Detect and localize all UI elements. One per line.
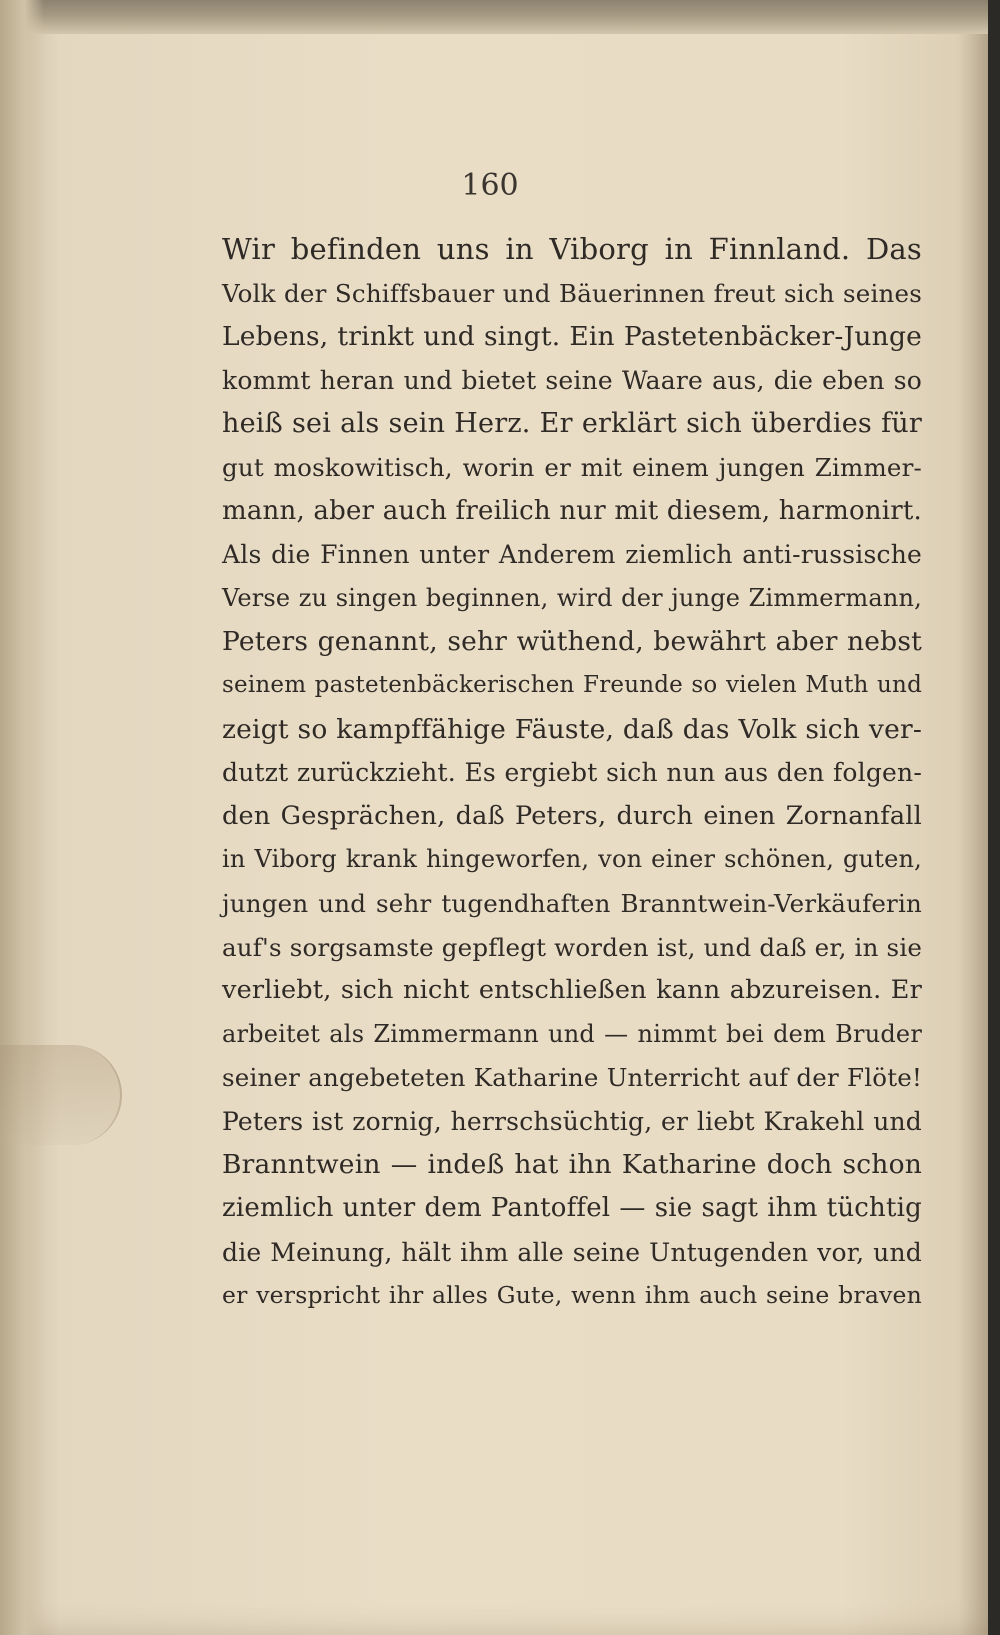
text-line: Peters genannt, sehr wüthend, bewährt aber nebst <box>222 626 922 658</box>
text-line: in Viborg krank hingeworfen, von einer schönen, guten, <box>222 845 922 874</box>
background-edge <box>988 0 1000 1635</box>
page-number: 160 <box>461 168 519 203</box>
text-line: mann, aber auch freilich nur mit diesem, harmonirt. <box>222 495 922 526</box>
text-line: Wir befinden uns in Viborg in Finnland. Das <box>222 232 922 266</box>
text-line: jungen und sehr tugendhaften Branntwein-Verkäuferin <box>222 888 922 918</box>
text-line: verliebt, sich nicht entschließen kann abzureisen. Er <box>222 975 922 1006</box>
text-line: Branntwein — indeß hat ihn Katharine doch schon <box>222 1149 922 1181</box>
body-text <box>222 228 922 1318</box>
text-line: Verse zu singen beginnen, wird der junge Zimmermann, <box>222 583 922 612</box>
page-gutter <box>0 0 44 1635</box>
text-line: heiß sei als sein Herz. Er erklärt sich überdies für <box>222 408 922 440</box>
text-line: kommt heran und bietet seine Waare aus, die eben so <box>222 365 922 395</box>
text-line: den Gesprächen, daß Peters, durch einen Zornanfall <box>222 800 922 831</box>
text-line: seiner angebeteten Katharine Unterricht auf der Flöte! <box>222 1063 922 1093</box>
text-line: Als die Finnen unter Anderem ziemlich anti-russische <box>222 540 922 570</box>
text-line: arbeitet als Zimmermann und — nimmt bei dem Bruder <box>222 1019 922 1048</box>
text-line: seinem pastetenbäckerischen Freunde so vielen Muth und <box>222 671 922 698</box>
text-line: ziemlich unter dem Pantoffel — sie sagt ihm tüchtig <box>222 1193 922 1224</box>
text-line: auf's sorgsamste gepflegt worden ist, und daß er, in sie <box>222 932 923 962</box>
text-line: gut moskowitisch, worin er mit einem jungen Zimmer- <box>222 452 922 482</box>
text-line: die Meinung, hält ihm alle seine Untugenden vor, und <box>222 1237 922 1267</box>
text-line: Volk der Schiffsbauer und Bäuerinnen freut sich seines <box>222 278 922 308</box>
clip-shadow <box>0 1045 122 1145</box>
text-line: er verspricht ihr alles Gute, wenn ihm auch seine braven <box>222 1281 922 1310</box>
page-top-edge <box>0 0 988 34</box>
text-line: dutzt zurückzieht. Es ergiebt sich nun aus den folgen- <box>222 758 922 788</box>
text-line: Lebens, trinkt und singt. Ein Pastetenbäcker-Junge <box>222 321 922 353</box>
text-line: zeigt so kampffähige Fäuste, daß das Volk sich ver- <box>222 713 922 745</box>
text-line: Peters ist zornig, herrschsüchtig, er liebt Krakehl und <box>222 1106 922 1136</box>
